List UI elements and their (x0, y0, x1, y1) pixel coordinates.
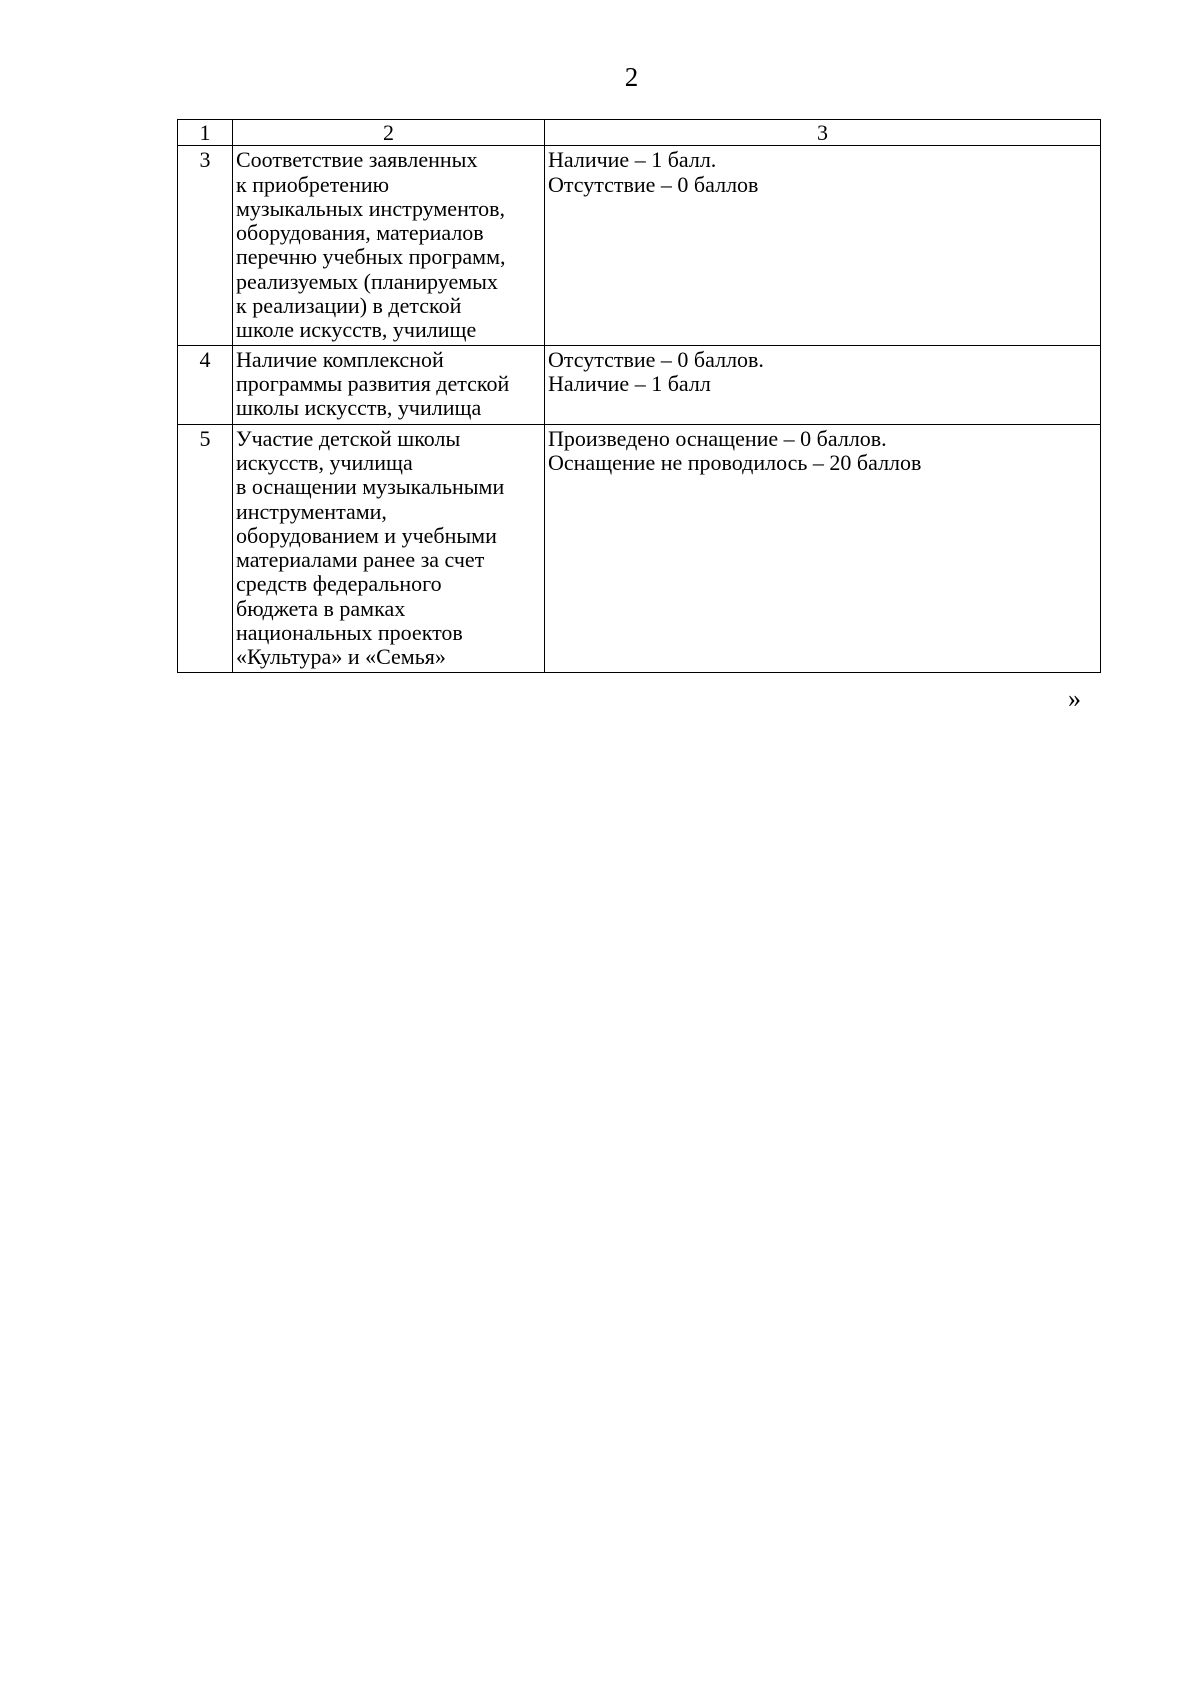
row-number: 3 (178, 146, 233, 345)
row-number: 5 (178, 424, 233, 672)
criterion-line: к приобретению (236, 171, 390, 197)
score-line: Наличие – 1 балл. (548, 147, 717, 173)
criterion-line: Наличие комплексной (236, 346, 444, 372)
criterion-line: оборудованием и учебными (236, 522, 497, 548)
criterion-cell (233, 146, 545, 345)
criterion-line: национальных проектов (236, 620, 463, 646)
table-row (178, 345, 1101, 424)
page-number: 2 (624, 62, 639, 92)
criterion-line: инструментами, (236, 498, 387, 524)
score-line: Произведено оснащение – 0 баллов. (548, 425, 887, 451)
criterion-line: «Культура» и «Семья» (236, 644, 446, 670)
score-line: Отсутствие – 0 баллов. (548, 346, 764, 372)
table-row (178, 424, 1101, 672)
closing-quote: » (1068, 684, 1081, 713)
column-header-2: 2 (233, 120, 545, 146)
score-line: Наличие – 1 балл (548, 370, 711, 396)
score-line: Отсутствие – 0 баллов (548, 171, 759, 197)
column-header-1: 1 (178, 120, 233, 146)
score-cell (545, 424, 1101, 672)
score-line: Оснащение не проводилось – 20 баллов (548, 449, 922, 475)
criterion-line: искусств, училища (236, 449, 413, 475)
criterion-line: оборудования, материалов (236, 220, 484, 246)
criterion-line: в оснащении музыкальными (236, 474, 505, 500)
table-header-row (178, 120, 1101, 146)
criterion-line: материалами ранее за счет (236, 547, 485, 573)
table-row (178, 146, 1101, 345)
criterion-line: программы развития детской (236, 370, 510, 396)
criterion-line: реализуемых (планируемых (236, 268, 498, 294)
score-cell (545, 146, 1101, 345)
criterion-line: музыкальных инструментов, (236, 195, 506, 221)
criteria-table (177, 119, 1101, 673)
criterion-line: Участие детской школы (236, 425, 461, 451)
criterion-line: Соответствие заявленных (236, 147, 478, 173)
criterion-line: школы искусств, училища (236, 395, 482, 421)
criterion-line: средств федерального (236, 571, 442, 597)
score-cell (545, 345, 1101, 424)
criterion-line: школе искусств, училище (236, 317, 477, 343)
criterion-cell (233, 345, 545, 424)
criterion-line: бюджета в рамках (236, 595, 406, 621)
criterion-cell (233, 424, 545, 672)
row-number: 4 (178, 345, 233, 424)
criterion-line: перечню учебных программ, (236, 244, 506, 270)
criterion-line: к реализации) в детской (236, 293, 462, 319)
column-header-3: 3 (545, 120, 1101, 146)
